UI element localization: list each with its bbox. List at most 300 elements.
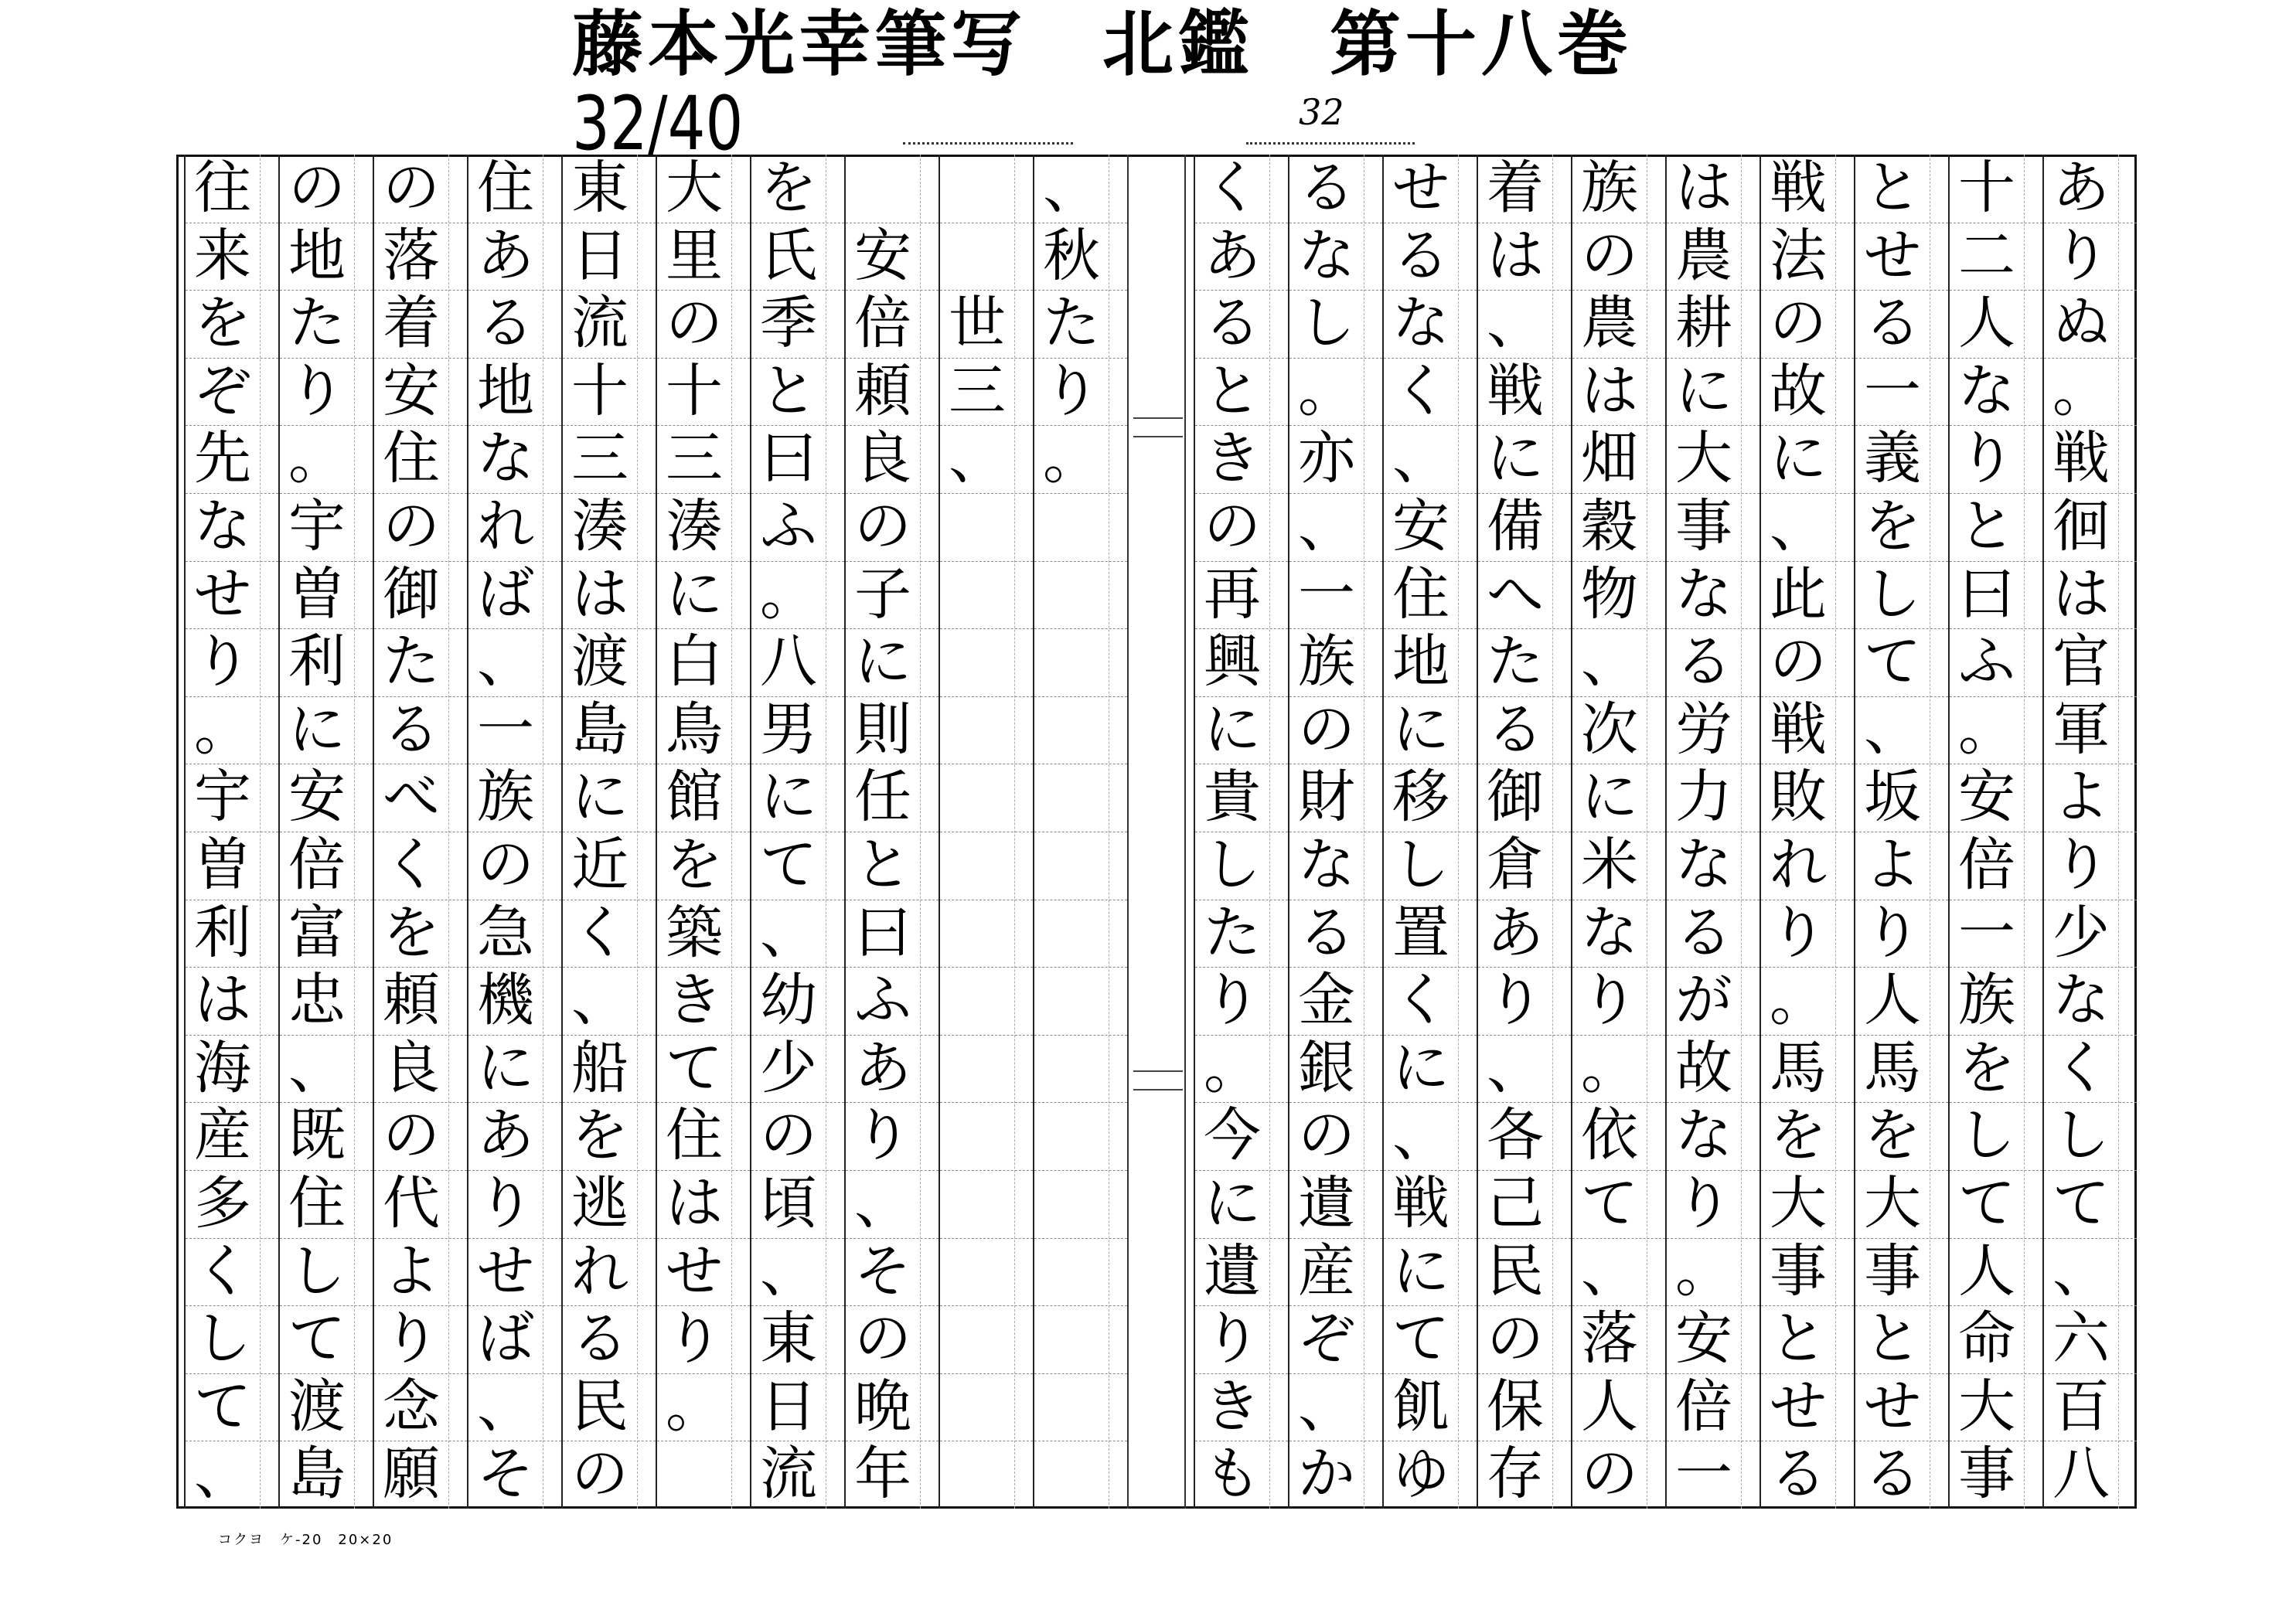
manuscript-character: 、: [571, 967, 629, 1034]
manuscript-character: 願: [383, 1441, 440, 1508]
manuscript-character: な: [1298, 222, 1355, 289]
manuscript-character: と: [1958, 493, 2015, 560]
manuscript-character: り: [477, 1170, 534, 1237]
manuscript-character: と: [1204, 357, 1261, 424]
manuscript-character: の: [383, 493, 440, 560]
manuscript-character: ぞ: [1298, 1305, 1355, 1373]
manuscript-character: 。: [1581, 1034, 1638, 1101]
manuscript-character: り: [288, 357, 346, 424]
manuscript-character: 子: [854, 560, 911, 628]
manuscript-character: 各: [1487, 1102, 1544, 1169]
manuscript-character: な: [1675, 832, 1732, 898]
manuscript-character: る: [1864, 1441, 1921, 1508]
manuscript-character: 宇: [288, 493, 346, 560]
manuscript-character: そ: [854, 1237, 911, 1305]
manuscript-character: て: [1581, 1170, 1638, 1237]
manuscript-character: 事: [1958, 1441, 2015, 1508]
manuscript-character: 十: [571, 357, 629, 424]
manuscript-character: 、: [760, 899, 817, 966]
manuscript-character: 海: [194, 1034, 251, 1101]
text-column: [938, 155, 1033, 1509]
manuscript-character: て: [194, 1373, 251, 1440]
manuscript-character: 此: [1770, 560, 1827, 628]
manuscript-character: せ: [477, 1237, 534, 1305]
text-column: [750, 155, 844, 1509]
manuscript-character: 鳥: [666, 696, 723, 763]
manuscript-character: 大: [1864, 1170, 1921, 1237]
manuscript-character: 。: [1204, 1034, 1261, 1101]
manuscript-character: れ: [571, 1237, 629, 1305]
manuscript-character: 念: [383, 1373, 440, 1440]
cell-divider: [1034, 696, 1127, 697]
manuscript-character: る: [477, 290, 534, 357]
manuscript-character: を: [1864, 1102, 1921, 1169]
text-column: [561, 155, 656, 1509]
manuscript-character: し: [1204, 832, 1261, 898]
cell-divider: [1034, 1170, 1127, 1171]
manuscript-character: 農: [1675, 222, 1732, 289]
manuscript-character: の: [1298, 696, 1355, 763]
manuscript-character: 曽: [194, 832, 251, 898]
manuscript-character: 、: [1392, 1102, 1449, 1169]
manuscript-character: の: [1581, 1441, 1638, 1508]
cell-divider: [1034, 967, 1127, 968]
manuscript-character: た: [1043, 290, 1100, 357]
header-rule-right: [1246, 142, 1415, 145]
manuscript-character: に: [760, 764, 817, 831]
manuscript-character: 。: [1958, 696, 2015, 763]
cell-divider: [940, 1373, 1033, 1374]
manuscript-character: て: [666, 1034, 723, 1101]
manuscript-character: り: [1770, 899, 1827, 966]
manuscript-character: 財: [1298, 764, 1355, 831]
manuscript-character: よ: [383, 1237, 440, 1305]
manuscript-character: 十: [666, 357, 723, 424]
manuscript-character: 。: [760, 560, 817, 628]
manuscript-character: は: [1675, 155, 1732, 221]
manuscript-character: あ: [1204, 222, 1261, 289]
manuscript-character: に: [571, 764, 629, 831]
manuscript-character: 貴: [1204, 764, 1261, 831]
manuscript-character: 安: [383, 357, 440, 424]
manuscript-character: の: [666, 290, 723, 357]
cell-divider: [1034, 1102, 1127, 1103]
manuscript-character: の: [383, 1102, 440, 1169]
manuscript-character: の: [1298, 1102, 1355, 1169]
manuscript-character: 族: [1581, 155, 1638, 221]
manuscript-character: 族: [477, 764, 534, 831]
center-fold-mark: [1133, 417, 1183, 437]
manuscript-character: し: [1864, 560, 1921, 628]
manuscript-character: 湊: [666, 493, 723, 560]
manuscript-character: る: [1204, 290, 1261, 357]
manuscript-character: し: [1392, 832, 1449, 898]
manuscript-character: あ: [477, 222, 534, 289]
manuscript-character: 館: [666, 764, 723, 831]
manuscript-character: り: [194, 628, 251, 696]
manuscript-character: ふ: [1958, 628, 2015, 696]
manuscript-character: て: [1958, 1170, 2015, 1237]
manuscript-character: べ: [383, 764, 440, 831]
manuscript-character: な: [1958, 357, 2015, 424]
cell-divider: [940, 1238, 1033, 1239]
manuscript-character: 任: [854, 764, 911, 831]
manuscript-character: 、: [1770, 493, 1827, 560]
manuscript-character: 戦: [1392, 1170, 1449, 1237]
manuscript-character: せ: [194, 560, 251, 628]
manuscript-character: 急: [477, 899, 534, 966]
manuscript-character: り: [383, 1305, 440, 1373]
manuscript-character: 銀: [1298, 1034, 1355, 1101]
manuscript-character: な: [1675, 1102, 1732, 1169]
center-fold-mark: [1133, 1070, 1183, 1091]
manuscript-character: 湊: [571, 493, 629, 560]
manuscript-character: 、: [1392, 425, 1449, 492]
manuscript-character: る: [1298, 899, 1355, 966]
manuscript-character: せ: [1392, 155, 1449, 221]
manuscript-character: 曰: [1958, 560, 2015, 628]
manuscript-character: 義: [1864, 425, 1921, 492]
text-column: [1665, 155, 1759, 1509]
manuscript-character: 大: [1770, 1170, 1827, 1237]
manuscript-character: よ: [2052, 764, 2110, 831]
manuscript-character: 人: [1581, 1373, 1638, 1440]
manuscript-character: の: [383, 155, 440, 221]
manuscript-character: 飢: [1392, 1373, 1449, 1440]
manuscript-character: 男: [760, 696, 817, 763]
manuscript-character: 流: [760, 1441, 817, 1508]
manuscript-character: る: [1864, 290, 1921, 357]
manuscript-character: を: [1864, 493, 1921, 560]
manuscript-character: 人: [1958, 290, 2015, 357]
manuscript-character: 倍: [854, 290, 911, 357]
manuscript-character: 金: [1298, 967, 1355, 1034]
manuscript-character: ぬ: [2052, 290, 2110, 357]
manuscript-character: 戦: [1487, 357, 1544, 424]
manuscript-character: 住: [666, 1102, 723, 1169]
manuscript-character: 亦: [1298, 425, 1355, 492]
manuscript-character: り: [1487, 967, 1544, 1034]
manuscript-character: 戦: [1770, 696, 1827, 763]
manuscript-character: 命: [1958, 1305, 2015, 1373]
manuscript-character: 、: [1298, 1373, 1355, 1440]
manuscript-character: 地: [288, 222, 346, 289]
manuscript-character: 着: [383, 290, 440, 357]
manuscript-character: く: [1204, 155, 1261, 221]
page-count: 32/40: [572, 80, 744, 167]
manuscript-character: 住: [383, 425, 440, 492]
manuscript-character: 白: [666, 628, 723, 696]
manuscript-character: し: [1298, 290, 1355, 357]
manuscript-character: 秋: [1043, 222, 1100, 289]
manuscript-character: あ: [477, 1102, 534, 1169]
document-title: 藤本光幸筆写 北鑑 第十八巻: [572, 3, 1633, 86]
manuscript-character: 、: [1581, 1237, 1638, 1305]
manuscript-character: 二: [1958, 222, 2015, 289]
manuscript-character: 置: [1392, 899, 1449, 966]
manuscript-character: の: [854, 493, 911, 560]
manuscript-character: 戦: [1770, 155, 1827, 221]
manuscript-character: り: [666, 1305, 723, 1373]
manuscript-character: を: [571, 1102, 629, 1169]
manuscript-character: も: [1204, 1441, 1261, 1508]
manuscript-character: り: [1581, 967, 1638, 1034]
manuscript-character: と: [1864, 155, 1921, 221]
manuscript-character: よ: [1864, 832, 1921, 898]
manuscript-character: せ: [1864, 1373, 1921, 1440]
cell-divider: [940, 1305, 1033, 1306]
manuscript-character: の: [1770, 628, 1827, 696]
manuscript-character: の: [288, 155, 346, 221]
manuscript-character: 、: [1487, 1034, 1544, 1101]
manuscript-character: 耕: [1675, 290, 1732, 357]
manuscript-character: 安: [854, 222, 911, 289]
manuscript-character: る: [1392, 222, 1449, 289]
page-number: 32: [1299, 91, 1344, 133]
manuscript-character: ゆ: [1392, 1441, 1449, 1508]
text-column: [844, 155, 938, 1509]
manuscript-character: に: [1581, 764, 1638, 831]
manuscript-character: 地: [1392, 628, 1449, 696]
manuscript-character: 逃: [571, 1170, 629, 1237]
manuscript-character: に: [1770, 425, 1827, 492]
manuscript-character: 十: [1958, 155, 2015, 221]
manuscript-character: く: [571, 899, 629, 966]
manuscript-character: 、: [2052, 1237, 2110, 1305]
manuscript-character: あ: [1487, 899, 1544, 966]
cell-divider: [940, 493, 1033, 494]
manuscript-character: せ: [1770, 1373, 1827, 1440]
manuscript-character: 里: [666, 222, 723, 289]
cell-divider: [940, 1170, 1033, 1171]
header-rule-left: [903, 142, 1073, 145]
manuscript-character: 、: [194, 1441, 251, 1508]
manuscript-character: り: [1864, 899, 1921, 966]
paper-brand-label: コクヨ ケ-20 20×20: [218, 1532, 393, 1548]
manuscript-character: 八: [2052, 1441, 2110, 1508]
manuscript-character: 安: [288, 764, 346, 831]
manuscript-character: 大: [666, 155, 723, 221]
manuscript-character: 坂: [1864, 764, 1921, 831]
manuscript-character: 一: [477, 696, 534, 763]
manuscript-character: [846, 155, 920, 221]
manuscript-character: 曰: [760, 425, 817, 492]
manuscript-character: は: [1487, 222, 1544, 289]
manuscript-character: 、: [477, 628, 534, 696]
manuscript-character: と: [854, 832, 911, 898]
manuscript-character: 渡: [571, 628, 629, 696]
manuscript-character: 一: [1958, 899, 2015, 966]
manuscript-character: て: [760, 832, 817, 898]
manuscript-character: に: [288, 696, 346, 763]
manuscript-character: を: [1958, 1034, 2015, 1101]
manuscript-character: 一: [1675, 1441, 1732, 1508]
manuscript-character: 一: [1864, 357, 1921, 424]
manuscript-character: 安: [1675, 1305, 1732, 1373]
manuscript-character: 人: [1958, 1237, 2015, 1305]
manuscript-character: 大: [1958, 1373, 2015, 1440]
manuscript-character: 倉: [1487, 832, 1544, 898]
manuscript-character: あ: [854, 1034, 911, 1101]
manuscript-character: 農: [1581, 290, 1638, 357]
manuscript-character: 。: [666, 1373, 723, 1440]
manuscript-character: 。: [1298, 357, 1355, 424]
manuscript-character: く: [1392, 357, 1449, 424]
cell-divider: [940, 628, 1033, 629]
manuscript-character: あ: [2052, 155, 2110, 221]
manuscript-character: 三: [571, 425, 629, 492]
manuscript-character: の: [1204, 493, 1261, 560]
cell-divider: [940, 561, 1033, 562]
manuscript-character: く: [383, 832, 440, 898]
manuscript-character: へ: [1487, 560, 1544, 628]
manuscript-character: に: [1487, 425, 1544, 492]
manuscript-character: 住: [477, 155, 534, 221]
manuscript-character: 往: [194, 155, 251, 221]
text-column: [373, 155, 467, 1509]
manuscript-character: 世: [949, 290, 1006, 357]
manuscript-character: 労: [1675, 696, 1732, 763]
manuscript-character: 利: [288, 628, 346, 696]
manuscript-character: 次: [1581, 696, 1638, 763]
manuscript-character: 人: [1864, 967, 1921, 1034]
manuscript-character: 敗: [1770, 764, 1827, 831]
manuscript-character: 渡: [288, 1373, 346, 1440]
manuscript-character: 機: [477, 967, 534, 1034]
manuscript-character: 落: [1581, 1305, 1638, 1373]
manuscript-character: 事: [1675, 493, 1732, 560]
text-column: [467, 155, 561, 1509]
manuscript-character: 良: [854, 425, 911, 492]
manuscript-character: り: [1958, 425, 2015, 492]
manuscript-character: 多: [194, 1170, 251, 1237]
manuscript-character: な: [1392, 290, 1449, 357]
manuscript-character: り: [1204, 1305, 1261, 1373]
manuscript-character: 百: [2052, 1373, 2110, 1440]
manuscript-character: 富: [288, 899, 346, 966]
manuscript-character: ば: [477, 1305, 534, 1373]
manuscript-character: 。: [1043, 425, 1100, 492]
manuscript-character: 少: [2052, 899, 2110, 966]
manuscript-character: 頼: [383, 967, 440, 1034]
manuscript-character: を: [194, 290, 251, 357]
manuscript-character: の: [1487, 1305, 1544, 1373]
manuscript-character: 地: [477, 357, 534, 424]
manuscript-character: ぞ: [194, 357, 251, 424]
manuscript-character: り: [1043, 357, 1100, 424]
manuscript-character: る: [1675, 899, 1732, 966]
manuscript-character: に: [1204, 696, 1261, 763]
manuscript-character: 幼: [760, 967, 817, 1034]
manuscript-character: の: [477, 832, 534, 898]
manuscript-character: は: [666, 1170, 723, 1237]
manuscript-character: せ: [666, 1237, 723, 1305]
manuscript-character: は: [2052, 560, 2110, 628]
manuscript-character: 倍: [1675, 1373, 1732, 1440]
manuscript-character: 今: [1204, 1102, 1261, 1169]
manuscript-character: に: [1204, 1170, 1261, 1237]
manuscript-character: 。: [194, 696, 251, 763]
manuscript-character: れ: [477, 493, 534, 560]
manuscript-character: は: [571, 560, 629, 628]
manuscript-character: 着: [1487, 155, 1544, 221]
manuscript-character: り: [1204, 967, 1261, 1034]
manuscript-character: 。: [1770, 967, 1827, 1034]
manuscript-character: る: [1298, 155, 1355, 221]
cell-divider: [1034, 1373, 1127, 1374]
manuscript-character: ふ: [854, 967, 911, 1034]
manuscript-character: 一: [1298, 560, 1355, 628]
manuscript-character: は: [1581, 357, 1638, 424]
text-column: [1759, 155, 1854, 1509]
manuscript-character: に: [1675, 357, 1732, 424]
cell-divider: [1034, 628, 1127, 629]
manuscript-character: 依: [1581, 1102, 1638, 1169]
manuscript-character: た: [383, 628, 440, 696]
manuscript-character: 船: [571, 1034, 629, 1101]
manuscript-character: 、: [1298, 493, 1355, 560]
manuscript-character: 曽: [288, 560, 346, 628]
manuscript-character: り: [2052, 832, 2110, 898]
manuscript-character: 氏: [760, 222, 817, 289]
manuscript-character: 住: [1392, 560, 1449, 628]
manuscript-character: き: [1204, 425, 1261, 492]
cell-divider: [940, 1035, 1033, 1036]
manuscript-character: の: [571, 1441, 629, 1508]
manuscript-character: ふ: [760, 493, 817, 560]
manuscript-character: 先: [194, 425, 251, 492]
text-column: [278, 155, 373, 1509]
manuscript-character: 倍: [288, 832, 346, 898]
text-column: [1033, 155, 1127, 1509]
manuscript-character: 落: [383, 222, 440, 289]
manuscript-character: 住: [288, 1170, 346, 1237]
manuscript-sheet: [176, 155, 2137, 1509]
manuscript-character: 頃: [760, 1170, 817, 1237]
manuscript-character: 良: [383, 1034, 440, 1101]
manuscript-character: 移: [1392, 764, 1449, 831]
manuscript-character: 米: [1581, 832, 1638, 898]
manuscript-character: し: [1958, 1102, 2015, 1169]
manuscript-character: 民: [1487, 1237, 1544, 1305]
manuscript-character: 保: [1487, 1373, 1544, 1440]
center-binding-strip: [1127, 155, 1186, 1509]
manuscript-character: 安: [1958, 764, 2015, 831]
manuscript-character: る: [571, 1305, 629, 1373]
manuscript-character: 六: [2052, 1305, 2110, 1373]
manuscript-character: 己: [1487, 1170, 1544, 1237]
cell-divider: [940, 967, 1033, 968]
manuscript-character: 少: [760, 1034, 817, 1101]
manuscript-character: 産: [194, 1102, 251, 1169]
manuscript-character: 三: [666, 425, 723, 492]
manuscript-character: 備: [1487, 493, 1544, 560]
manuscript-character: 官: [2052, 628, 2110, 696]
manuscript-character: る: [383, 696, 440, 763]
text-column: [184, 155, 278, 1509]
manuscript-character: た: [288, 290, 346, 357]
text-column: [1288, 155, 1382, 1509]
manuscript-character: と: [760, 357, 817, 424]
manuscript-character: 東: [571, 155, 629, 221]
manuscript-character: そ: [477, 1441, 534, 1508]
manuscript-character: 曰: [854, 899, 911, 966]
manuscript-character: る: [1675, 628, 1732, 696]
cell-divider: [940, 1102, 1033, 1103]
manuscript-character: と: [1864, 1305, 1921, 1373]
manuscript-character: [940, 223, 1014, 289]
manuscript-character: 故: [1675, 1034, 1732, 1101]
